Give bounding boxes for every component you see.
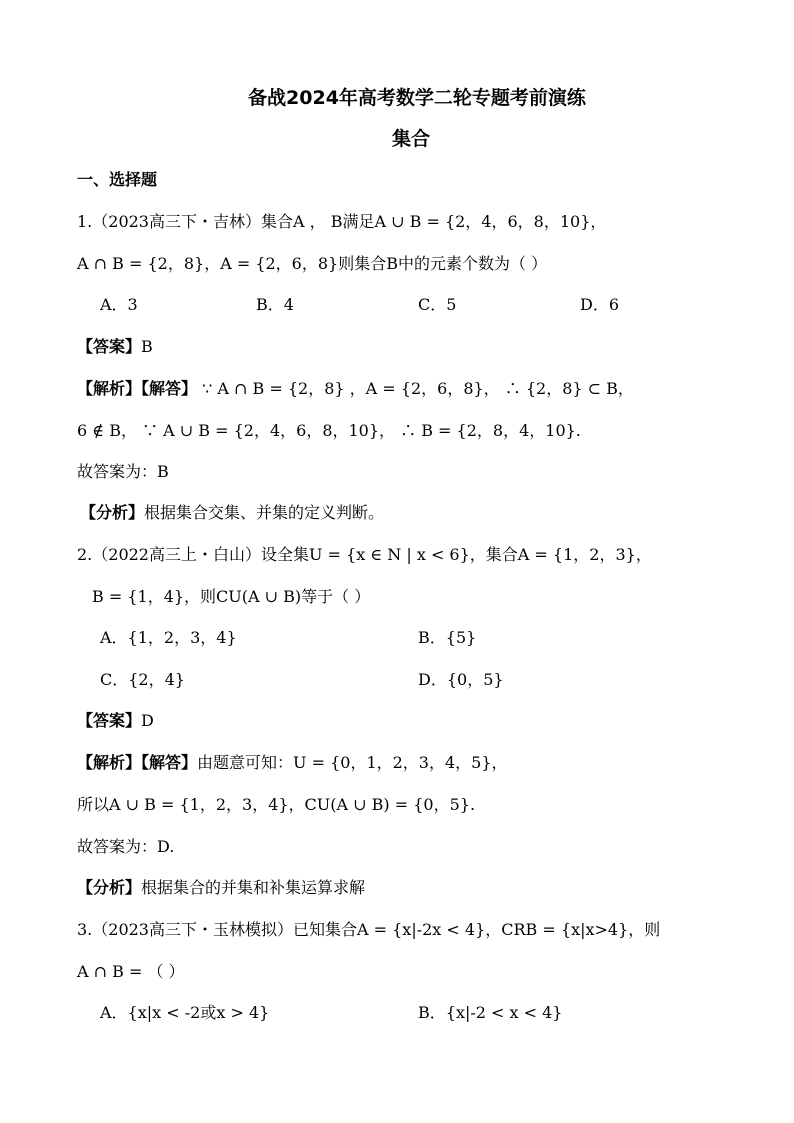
q1-analysis-line2: 6 ∉ B， ∵ A ∪ B = {2，4，6，8，10}， ∴ B = {2，8，4，10}. (77, 421, 581, 440)
q3-stem-line2: A ∩ B = （ ） (77, 962, 185, 981)
answer-tag: 【答案】 (77, 711, 142, 730)
q2-option-d: D．{0，5} (418, 670, 504, 689)
q1-conclusion: 故答案为：B (77, 462, 169, 481)
q1-fenxi (80, 503, 384, 523)
q3-option-a: A．{x|x < -2或x > 4} (100, 1003, 270, 1022)
q1-option-a: A．3 (100, 295, 138, 314)
q1-option-c: C．5 (418, 295, 457, 314)
q2-option-c: C．{2，4} (100, 670, 185, 689)
q2-stem-line1: 2.（2022高三上・白山）设全集U = {x ∈ N | x < 6}，集合A = {1，2，3}， (77, 545, 652, 564)
analysis-tag: 【解析】【解答】 (77, 379, 198, 398)
q2-conclusion: 故答案为：D. (77, 837, 175, 856)
answer-value: D (141, 711, 154, 730)
q1-option-d: D．6 (580, 295, 620, 314)
page-subtitle: 集合 (391, 128, 430, 150)
page-title: 备战2024年高考数学二轮专题考前演练 (248, 87, 586, 109)
q2-option-b: B．{5} (418, 628, 477, 647)
answer-tag: 【答案】 (77, 337, 142, 356)
fenxi-text: 根据集合交集、并集的定义判断。 (144, 503, 385, 522)
q2-fenxi (77, 878, 365, 898)
q1-answer (77, 337, 153, 357)
q1-stem-line2: A ∩ B = {2，8}，A = {2，6，8}则集合B中的元素个数为（ ） (77, 254, 548, 273)
fenxi-text: 根据集合的并集和补集运算求解 (141, 878, 366, 897)
q2-answer (77, 711, 154, 731)
analysis-text: ∵ A ∩ B = {2，8} ，A = {2，6，8}， ∴ {2，8} ⊂ B， (197, 379, 634, 398)
analysis-text: 由题意可知：U = {0，1，2，3，4，5}， (197, 753, 508, 772)
q2-analysis-line1 (77, 753, 508, 773)
q2-option-a: A．{1，2，3，4} (100, 628, 237, 647)
fenxi-tag: 【分析】 (77, 878, 142, 897)
q1-analysis-line1 (77, 379, 634, 399)
q1-stem-line1: 1.（2023高三下・吉林）集合A ， B满足A ∪ B = {2，4，6，8，10}， (77, 212, 607, 231)
fenxi-tag: 【分析】 (80, 503, 145, 522)
q2-stem-line2: B = {1，4}，则CU(A ∪ B)等于（ ） (92, 587, 371, 606)
analysis-tag: 【解析】【解答】 (77, 753, 198, 772)
answer-value: B (141, 337, 153, 356)
q3-option-b: B．{x|-2 < x < 4} (418, 1003, 563, 1022)
section-heading: 一、选择题 (77, 170, 158, 189)
q1-option-b: B．4 (256, 295, 294, 314)
q3-stem-line1: 3.（2023高三下・玉林模拟）已知集合A = {x|-2x < 4}，CRB = {x|x>4}，则 (77, 920, 661, 939)
q2-analysis-line2: 所以A ∪ B = {1，2，3，4}，CU(A ∪ B) = {0，5}. (77, 795, 476, 814)
